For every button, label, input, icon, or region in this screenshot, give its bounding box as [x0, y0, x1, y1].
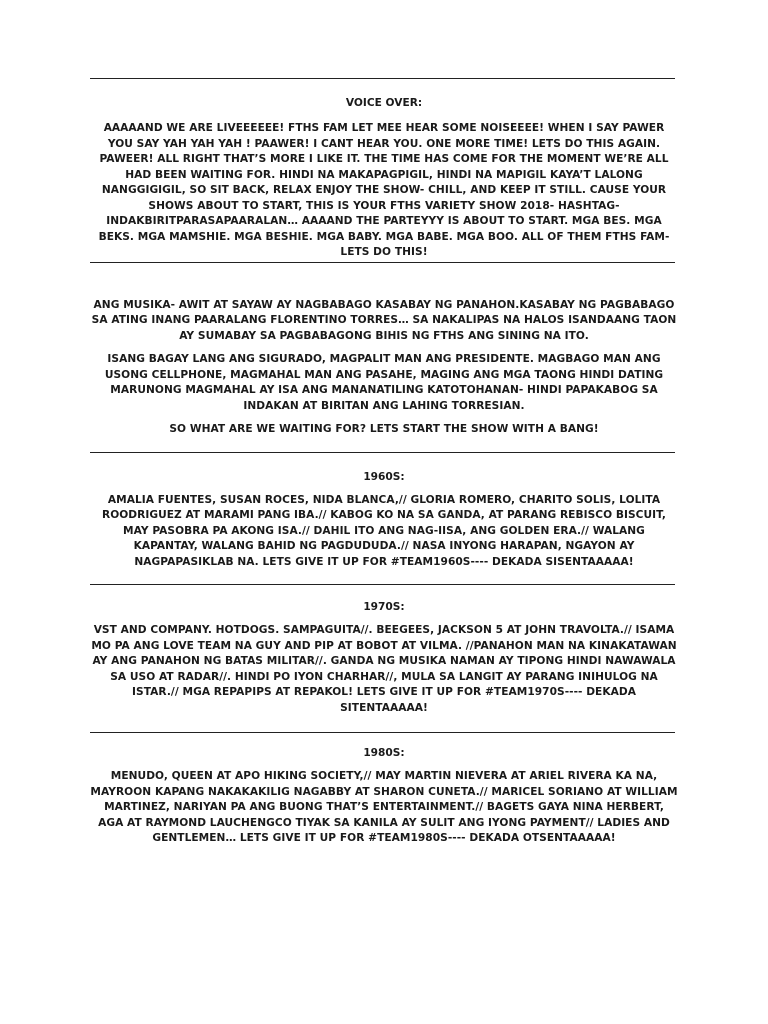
section-1980s-paragraph: MENUDO, QUEEN AT APO HIKING SOCIETY,// MAY MARTIN NIEVERA AT ARIEL RIVERA KA NA, MAYROON KAPANG NAKAKAKILIG NAGABBY AT SHARON CUNETA.// MARICEL SORIANO AT WILLIAM MARTINEZ, NARIYAN PA ANG BUONG THAT’S ENTERTAINMENT.// BAGETS GAYA NINA HERBERT, AGA AT RAYMOND LAUCHENGCO TIYAK SA KANILA AY SULIT ANG IYONG PAYMENT// LADIES AND GENTLEMEN… LETS GIVE IT UP FOR #TEAM1980S---- DEKADA OTSENTAAAAA! [90, 770, 678, 844]
section-1970s-heading: 1970S: [363, 601, 405, 613]
intro-paragraph-2: ISANG BAGAY LANG ANG SIGURADO, MAGPALIT MAN ANG PRESIDENTE. MAGBAGO MAN ANG USONG CELLPHONE, MAGMAHAL MAN ANG PASAHE, MAGING ANG MGA TAONG HINDI DATING MARUNONG MAGMAHAL AY ISA ANG MANANATILING KATOTOHANAN- HINDI PAPAKABOG SA INDAKAN AT BIRITAN ANG LAHING TORRESIAN. [104, 353, 664, 412]
divider-top [90, 78, 675, 79]
section-1960s-heading: 1960S: [363, 470, 405, 483]
divider-before-1980s [90, 732, 675, 733]
section-1980s-heading: 1980S: [363, 747, 405, 759]
intro-paragraph-3: SO WHAT ARE WE WAITING FOR? LETS START THE SHOW WITH A BANG! [169, 423, 599, 435]
voice-over-heading: VOICE OVER: [345, 97, 423, 109]
divider-after-voice-over [90, 262, 675, 263]
document-page [90, 78, 678, 847]
section-1970s-paragraph: VST AND COMPANY. HOTDOGS. SAMPAGUITA//. BEEGEES, JACKSON 5 AT JOHN TRAVOLTA.// ISAMA MO PA ANG LOVE TEAM NA GUY AND PIP AT BOBOT AT VILMA. //PANAHON MAN NA KINAKATAWAN AY ANG PANAHON NG BATAS MILITAR//. GANDA NG MUSIKA NAMAN AY TIPONG HINDI NAWAWALA SA USO AT RADAR//. HINDI PO IYON CHARHAR//, MULA SA LANGIT AY PARANG INIHULOG NA ISTAR.// MGA REPAPIPS AT REPAKOL! LETS GIVE IT UP FOR #TEAM1970S---- DEKADA SITENTAAAAA! [91, 624, 677, 714]
divider-before-1970s [90, 584, 675, 585]
intro-paragraph-1: ANG MUSIKA- AWIT AT SAYAW AY NAGBABAGO KASABAY NG PANAHON.KASABAY NG PAGBABAGO SA ATING INANG PAARALANG FLORENTINO TORRES… SA NAKALIPAS NA HALOS ISANDAANG TAON AY SUMABAY SA PAGBABAGONG BIHIS NG FTHS ANG SINING NA ITO. [91, 298, 677, 342]
voice-over-paragraph: AAAAAND WE ARE LIVEEEEEE! FTHS FAM LET MEE HEAR SOME NOISEEEE! WHEN I SAY PAWER YOU SAY YAH YAH YAH ! PAAWER! I CANT HEAR YOU. ONE MORE TIME! LETS DO THIS AGAIN. PAWEER! ALL RIGHT THAT’S MORE I LIKE IT. THE TIME HAS COME FOR THE MOMENT WE’RE ALL HAD BEEN WAITING FOR. HINDI NA MAKAPAGPIGIL, HINDI NA MAPIGIL KAYA’T LALONG NANGGIGIGIL, SO SIT BACK, RELAX ENJOY THE SHOW- CHILL, AND KEEP IT STILL. CAUSE YOUR SHOWS ABOUT TO START, THIS IS YOUR FTHS VARIETY SHOW 2018- HASHTAG-INDAKBIRITPARASAPAARALAN… AAAAND THE PARTEYYY IS ABOUT TO START. MGA BES. MGA BEKS. MGA MAMSHIE. MGA BESHIE. MGA BABY. MGA BABE. MGA BOO. ALL OF THEM FTHS FAM- LETS DO THIS! [98, 122, 670, 258]
section-1960s-paragraph: AMALIA FUENTES, SUSAN ROCES, NIDA BLANCA,// GLORIA ROMERO, CHARITO SOLIS, LOLITA ROODRIGUEZ AT MARAMI PANG IBA.// KABOG KO NA SA GANDA, AT PARANG REBISCO BISCUIT, MAY PASOBRA PA AKONG ISA.// DAHIL ITO ANG NAG-IISA, ANG GOLDEN ERA.// WALANG KAPANTAY, WALANG BAHID NG PAGDUDUDA.// NASA INYONG HARAPAN, NGAYON AY NAGPAPASIKLAB NA. LETS GIVE IT UP FOR #TEAM1960S---- DEKADA SISENTAAAAA! [101, 493, 666, 568]
divider-before-1960s [90, 452, 675, 453]
